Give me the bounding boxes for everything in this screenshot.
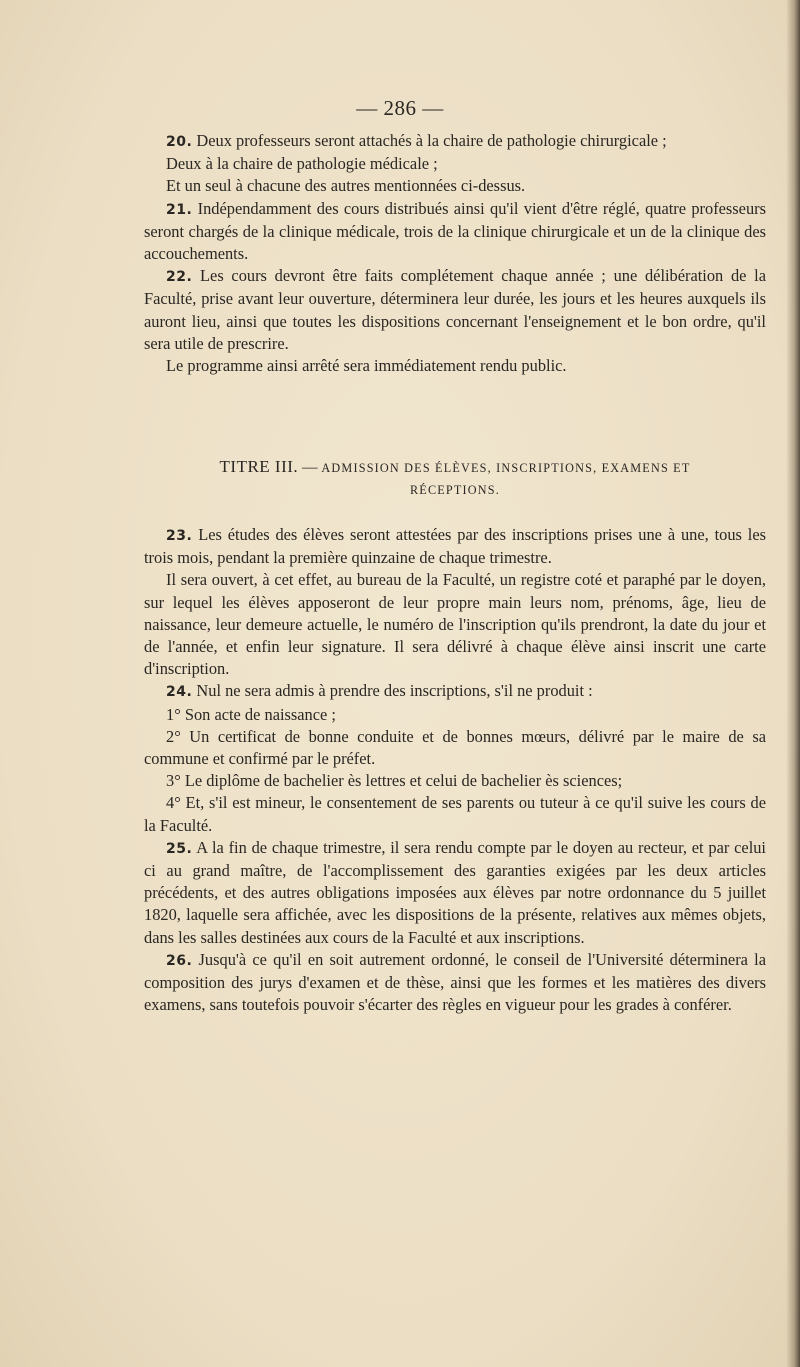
title-text-2: RÉCEPTIONS. (409, 483, 501, 497)
list-item: 4° Et, s'il est mineur, le consentement de ses parents ou tuteur à ce qu'il suive les cours de la Faculté. (144, 793, 766, 835)
article-21 (144, 198, 766, 266)
paragraph: Il sera ouvert, à cet effet, au bureau de la Faculté, un registre coté et paraphé par le doyen, sur lequel les élèves apposeront de leur propre main leurs nom, prénoms, âge, lieu de naissance, leur demeure actuelle, le numéro de l'inscription qu'ils prendront, la date du jour et de l'année, et enfin leur signature. Il sera délivré à chaque élève ainsi inscrit une carte d'inscription. (144, 570, 766, 679)
title-dash: — (302, 459, 318, 476)
articles-23-26 (144, 524, 766, 1016)
article-text: Les études des élèves seront attestées par des inscriptions prises une à une, tous les trois mois, pendant la première quinzaine de chaque trimestre. (144, 525, 766, 568)
paragraph: Et un seul à chacune des autres mentionnées ci-dessus. (166, 176, 526, 196)
article-number: 24. (166, 684, 193, 701)
article-text: A la fin de chaque trimestre, il sera rendu compte par le doyen au recteur, et par celui ci au grand maître, de l'accomplissement des garanties exigées par les deux articles précédents, et des autres obligations imposées aux élèves par notre ordonnance du 5 juillet 1820, laquelle sera affichée, avec les dispositions de la présente, relatives aux mêmes objets, dans les salles destinées aux cours de la Faculté et aux inscriptions. (144, 837, 766, 947)
list-item: 2° Un certificat de bonne conduite et de bonnes mœurs, délivré par le maire de sa commune et confirmé par le préfet. (144, 726, 766, 769)
article-26 (144, 949, 766, 1017)
title-label: TITRE III. (219, 457, 299, 476)
title-text-1: ADMISSION DES ÉLÈVES, INSCRIPTIONS, EXAMENS ET (321, 461, 691, 475)
section-title-line-1 (144, 456, 766, 479)
article-text: Indépendamment des cours distribués ainsi qu'il vient d'être réglé, quatre professeurs seront chargés de la clinique médicale, trois de la clinique chirurgicale et un de la clinique des accouchements. (144, 198, 766, 264)
list-item: 3° Le diplôme de bachelier ès lettres et celui de bachelier ès sciences; (166, 771, 623, 791)
article-23 (144, 524, 766, 569)
article-number: 25. (166, 840, 193, 857)
article-text: Jusqu'à ce qu'il en soit autrement ordonné, le conseil de l'Université déterminera la composition des jurys d'examen et de thèse, ainsi que les formes et les matières des divers examens, sans toutefois pouvoir s'écarter des règles en vigueur pour les grades à conférer. (144, 949, 766, 1015)
section-title (144, 456, 766, 501)
page-edge-shadow (786, 0, 800, 1367)
article-number: 26. (166, 952, 193, 969)
articles-20-22 (144, 130, 766, 377)
article-number: 20. (166, 134, 193, 150)
article-25 (144, 837, 766, 949)
article-number: 23. (166, 528, 193, 544)
article-text: Les cours devront être faits complétement chaque année ; une délibération de la Faculté, prise avant leur ouverture, déterminera leur durée, les jours et les heures auxquels ils auront lieu, ainsi que toutes les dispositions concernant l'enseignement et le bon ordre, qu'il sera utile de prescrire. (144, 266, 766, 353)
paragraph: Deux à la chaire de pathologie médicale ; (166, 154, 438, 174)
article-number: 21. (166, 201, 193, 218)
article-text: Deux professeurs seront attachés à la chaire de pathologie chirurgicale ; (196, 131, 667, 150)
article-number: 22. (166, 269, 193, 286)
article-24 (144, 680, 766, 703)
list-item: 1° Son acte de naissance ; (166, 704, 336, 724)
article-22 (144, 265, 766, 355)
paragraph: Le programme ainsi arrêté sera immédiatement rendu public. (166, 356, 567, 376)
article-20 (144, 130, 766, 153)
article-text: Nul ne sera admis à prendre des inscriptions, s'il ne produit : (196, 681, 593, 701)
page-number: — 286 — (356, 96, 444, 120)
